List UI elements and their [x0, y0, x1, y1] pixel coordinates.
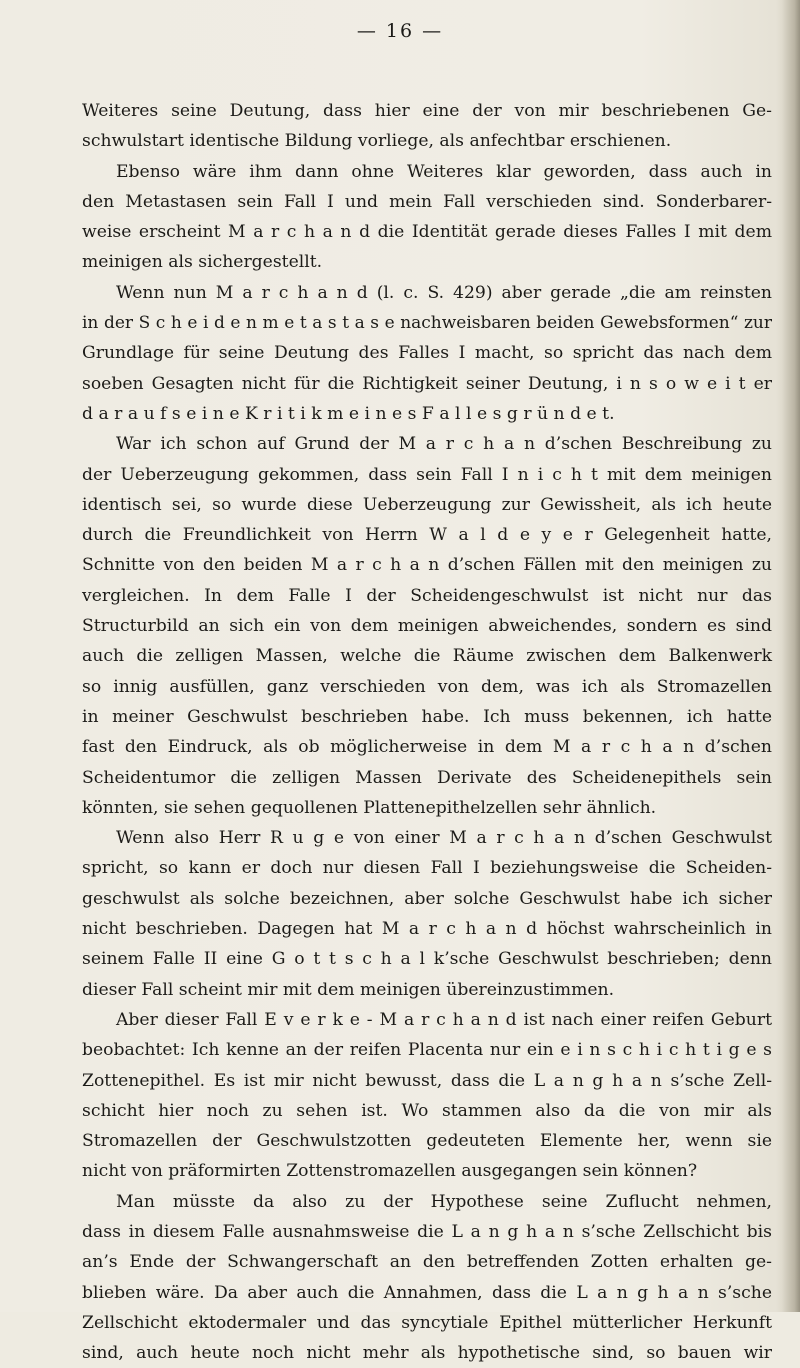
- text-line: dass in diesem Falle ausnahmsweise die L a n g h a n s’sche Zellschicht bis: [82, 1221, 772, 1242]
- text-line: an’s Ende der Schwangerschaft an den betreffenden Zotten erhalten ge-: [82, 1252, 772, 1273]
- text-line: Man müsste da also zu der Hypothese seine Zuflucht nehmen,: [116, 1191, 772, 1212]
- text-line: geschwulst als solche bezeichnen, aber solche Geschwulst habe ich sicher: [82, 888, 772, 909]
- text-line: weise erscheint M a r c h a n d die Identität gerade dieses Falles I mit dem: [82, 222, 772, 243]
- text-line: fast den Eindruck, als ob möglicherweise in dem M a r c h a n d’schen: [82, 737, 772, 758]
- text-line: spricht, so kann er doch nur diesen Fall I beziehungsweise die Scheiden-: [82, 858, 772, 879]
- text-line: Scheidentumor die zelligen Massen Derivate des Scheidenepithels sein: [82, 767, 772, 788]
- text-line: nicht beschrieben. Dagegen hat M a r c h a n d höchst wahrscheinlich in: [82, 919, 772, 940]
- text-line: schwulstart identische Bildung vorliege, als anfechtbar erschienen.: [82, 131, 672, 152]
- text-line: meinigen als sichergestellt.: [82, 252, 323, 273]
- text-line: Grundlage für seine Deutung des Falles I macht, so spricht das nach dem: [82, 343, 772, 364]
- text-line: sind, auch heute noch nicht mehr als hypothetische sind, so bauen wir: [82, 1343, 772, 1364]
- text-line: der Ueberzeugung gekommen, dass sein Fall I n i c h t mit dem meinigen: [82, 464, 772, 485]
- text-line: Zellschicht ektodermaler und das syncytiale Epithel mütterlicher Herkunft: [82, 1312, 772, 1333]
- text-line: könnten, sie sehen gequollenen Plattenepithelzellen sehr ähnlich.: [82, 797, 657, 818]
- text-line: blieben wäre. Da aber auch die Annahmen, dass die L a n g h a n s’sche: [82, 1282, 772, 1303]
- page-edge-shadow: [782, 0, 800, 1312]
- text-line: Aber dieser Fall E v e r k e - M a r c h a n d ist nach einer reifen Geburt: [116, 1009, 772, 1030]
- text-line: Zottenepithel. Es ist mir nicht bewusst, dass die L a n g h a n s’sche Zell-: [82, 1070, 772, 1091]
- text-line: identisch sei, so wurde diese Ueberzeugung zur Gewissheit, als ich heute: [82, 494, 772, 515]
- text-line: Wenn also Herr R u g e von einer M a r c h a n d’schen Geschwulst: [116, 828, 772, 849]
- text-line: seinem Falle II eine G o t t s c h a l k’sche Geschwulst beschrieben; denn: [82, 949, 772, 970]
- text-line: in der S c h e i d e n m e t a s t a s e nachweisbaren beiden Gewebsformen“ zur: [82, 313, 772, 334]
- body-text: [82, 96, 772, 1368]
- text-line: Stromazellen der Geschwulstzotten gedeuteten Elemente her, wenn sie: [82, 1131, 772, 1152]
- text-line: War ich schon auf Grund der M a r c h a n d’schen Beschreibung zu: [116, 434, 772, 455]
- text-line: Structurbild an sich ein von dem meinigen abweichendes, sondern es sind: [82, 616, 772, 637]
- text-line: den Metastasen sein Fall I und mein Fall verschieden sind. Sonderbarer-: [82, 191, 772, 212]
- text-line: in meiner Geschwulst beschrieben habe. Ich muss bekennen, ich hatte: [82, 706, 772, 727]
- text-line: so innig ausfüllen, ganz verschieden von dem, was ich als Stromazellen: [82, 676, 772, 697]
- page-number-header: — 16 —: [356, 20, 444, 42]
- text-line: dieser Fall scheint mir mit dem meinigen übereinzustimmen.: [82, 979, 615, 1000]
- text-line: Ebenso wäre ihm dann ohne Weiteres klar geworden, dass auch in: [116, 161, 772, 182]
- text-line: durch die Freundlichkeit von Herrn W a l d e y e r Gelegenheit hatte,: [82, 525, 772, 546]
- text-line: Weiteres seine Deutung, dass hier eine der von mir beschriebenen Ge-: [82, 101, 772, 121]
- text-line: Wenn nun M a r c h a n d (l. c. S. 429) aber gerade „die am reinsten: [116, 282, 772, 303]
- text-line: nicht von präformirten Zottenstromazellen ausgegangen sein können?: [82, 1161, 698, 1182]
- text-line: vergleichen. In dem Falle I der Scheidengeschwulst ist nicht nur das: [82, 585, 772, 606]
- text-line: soeben Gesagten nicht für die Richtigkeit seiner Deutung, i n s o w e i t er: [82, 373, 772, 394]
- text-line: auch die zelligen Massen, welche die Räume zwischen dem Balkenwerk: [82, 646, 772, 667]
- text-line: beobachtet: Ich kenne an der reifen Placenta nur ein e i n s c h i c h t i g e s: [82, 1040, 772, 1061]
- text-line: schicht hier noch zu sehen ist. Wo stammen also da die von mir als: [82, 1100, 772, 1121]
- text-line: d a r a u f s e i n e K r i t i k m e i n e s F a l l e s g r ü n d e t.: [82, 403, 615, 424]
- text-line: Schnitte von den beiden M a r c h a n d’schen Fällen mit den meinigen zu: [82, 555, 772, 576]
